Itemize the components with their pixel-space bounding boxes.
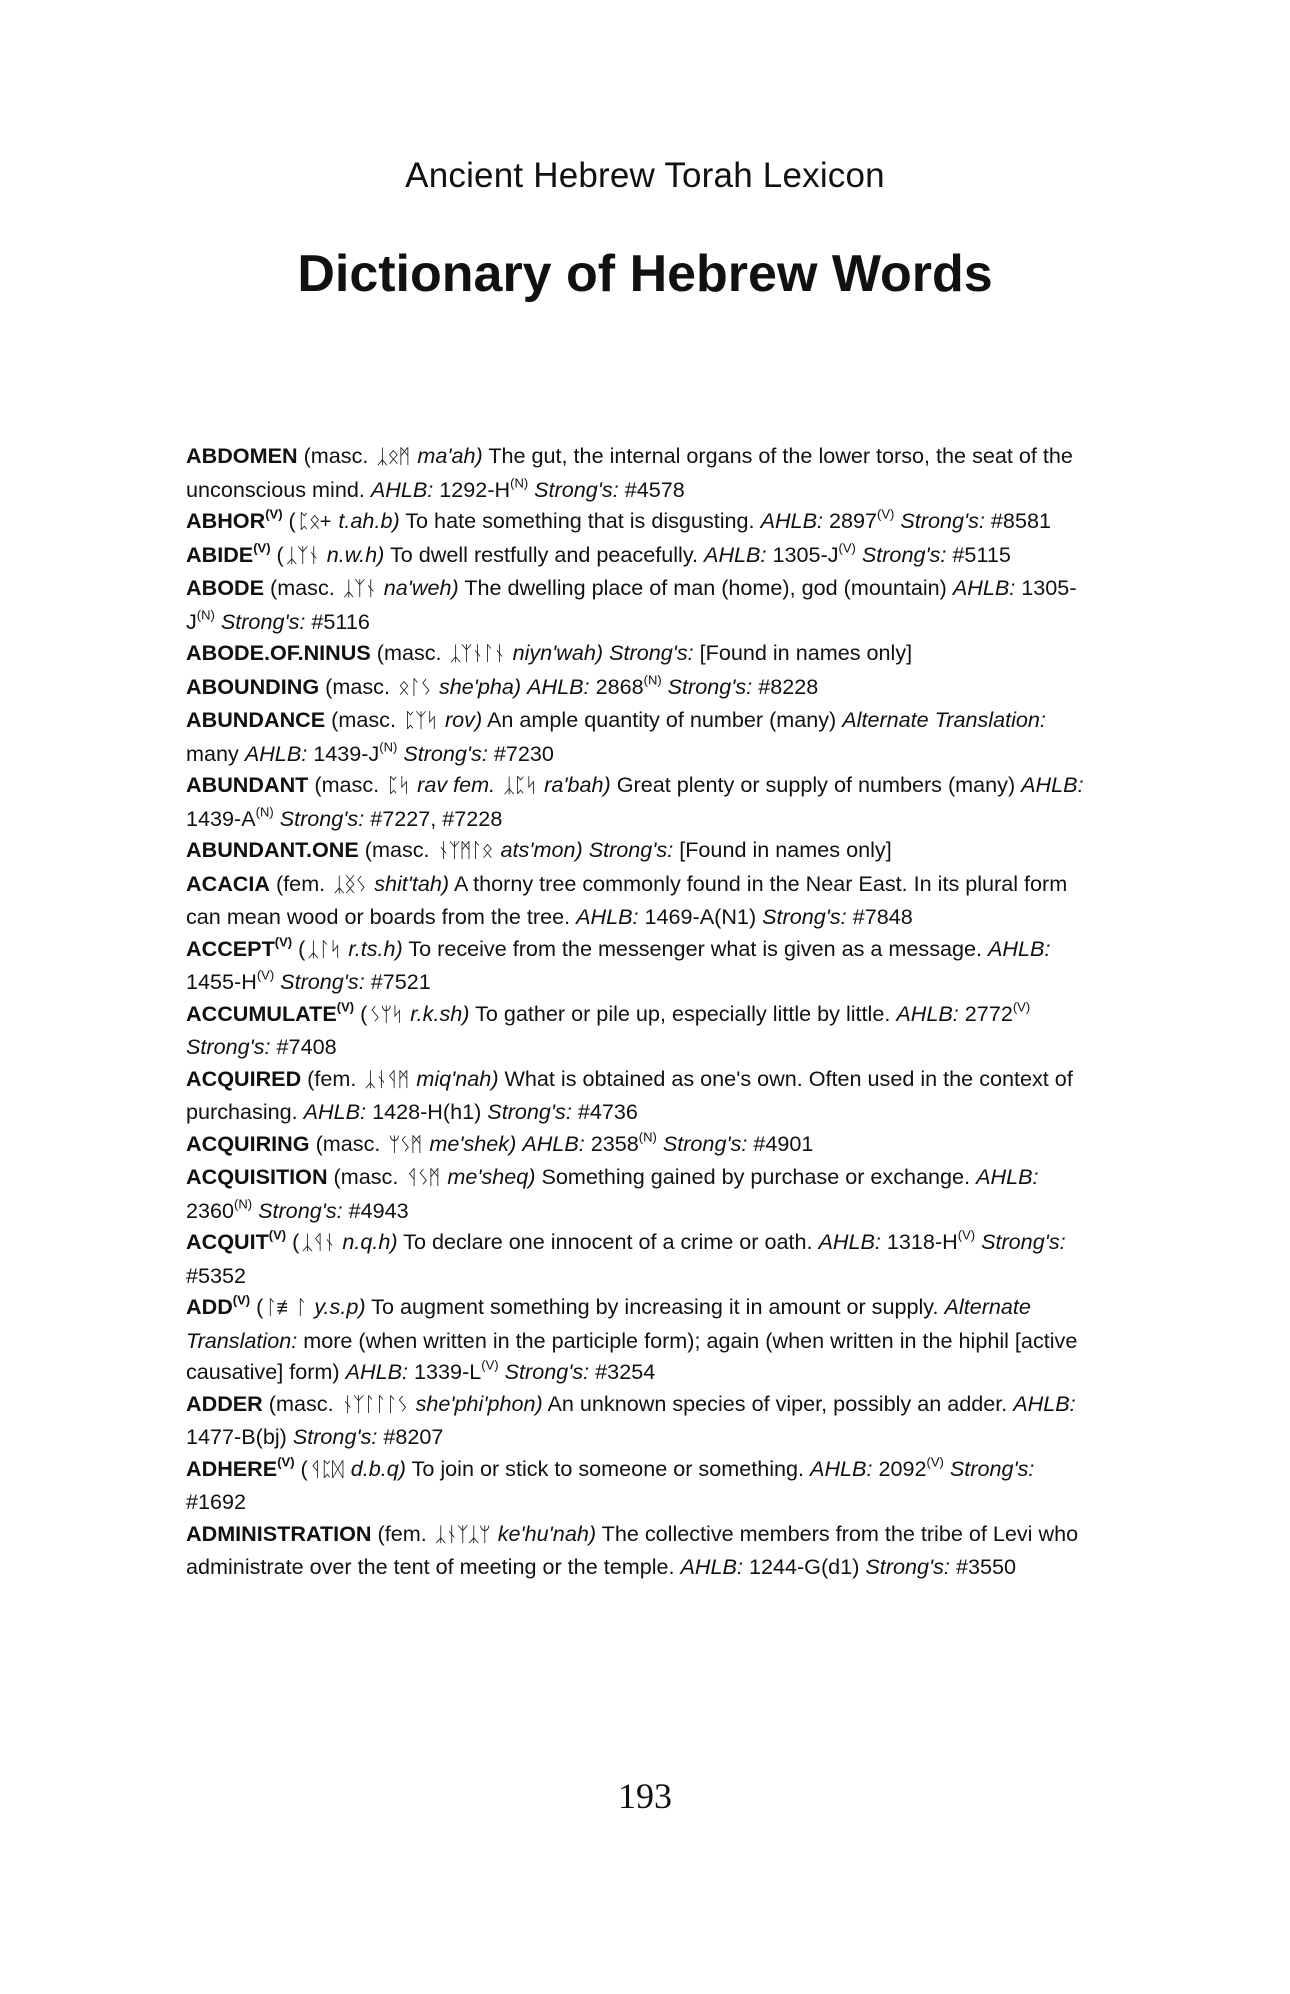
definition: What is obtained as one's own. Often used in the context of purchasing.	[186, 1065, 1073, 1124]
verb-marker: (V)	[838, 539, 856, 555]
noun-marker: (N)	[234, 1195, 253, 1211]
page-number: 193	[618, 1776, 672, 1816]
gender-label: masc.	[277, 575, 335, 600]
ahlb-label: AHLB:	[345, 1359, 409, 1384]
ancient-hebrew-glyphs: ᛣᛈᛋ	[503, 775, 537, 797]
verb-marker: (V)	[277, 1453, 295, 1469]
entry-acquit: $ACQUIT^{(V)}$ ( ᛣᛩᚾ n.q.h) To declare one innocent of a crime or oath. AHLB: $1318-H^{(V)}$ Strong's: #5352	[186, 1227, 1066, 1288]
strongs-label: Strong's:	[662, 1130, 748, 1156]
strongs-label: Strong's:	[258, 1197, 343, 1223]
entry-accept: $ACCEPT^{(V)}$ ( ᛣᛚᛋ r.ts.h) To receive from the messenger what is given as a message. AHLB: $1455-H^{(V)}$ Strong's: #7521	[186, 933, 1051, 994]
ancient-hebrew-glyphs: ᛣᛉᚾ	[342, 578, 376, 600]
definition: The gut, the internal organs of the lower torso, the seat of the unconscious mind.	[186, 443, 1073, 502]
definition: To hate something that is disgusting.	[405, 508, 755, 533]
headword: ACQUIRED	[186, 1065, 302, 1091]
strongs-label: Strong's:	[220, 608, 306, 634]
definition: An ample quantity of number (many)	[486, 707, 837, 732]
headword: ABODE	[186, 575, 264, 600]
strongs-number: [Found in names only]	[699, 640, 913, 665]
ahlb-label: AHLB:	[704, 541, 767, 567]
headword: ADDER	[186, 1390, 263, 1416]
strongs-label: Strong's:	[280, 969, 365, 994]
ahlb-number: 1318-H	[886, 1229, 958, 1254]
entry-accumulate: $ACCUMULATE^{(V)}$ ( ᛊᛘᛋ r.k.sh) To gather or pile up, especially little by little. AHLB: $2772^{(V)}$ Strong's: #7408	[186, 998, 1031, 1059]
verb-marker: (V)	[926, 1453, 944, 1469]
strongs-number: #8207	[383, 1424, 444, 1449]
ancient-hebrew-glyphs: ᛩᛊᛗ	[406, 1167, 440, 1189]
definition: The dwelling place of man (home), god (mountain)	[464, 575, 947, 600]
ahlb-label: AHLB:	[976, 1164, 1039, 1189]
entry-abounding: ABOUNDING (masc. ᛟᛚᛊ she'pha) AHLB: $2868^{(N)}$ Strong's: #8228	[186, 671, 1096, 705]
ahlb-number: 2358	[590, 1130, 639, 1156]
ahlb-label: AHLB:	[760, 508, 823, 533]
ancient-hebrew-glyphs: ᛣᛩᚾ	[301, 1232, 335, 1254]
gender-label: masc.	[321, 772, 380, 797]
entry-abundant: ABUNDANT (masc. ᛈᛋ rav fem. ᛣᛈᛋ ra'bah) Great plenty or supply of numbers (many) AHLB: $1439-A^{(N)}$ Strong's: #7227, #7228	[186, 772, 1084, 831]
entry-add: $ADD^{(V)}$ ( ᛚ≢ᛚ y.s.p) To augment something by increasing it in amount or supply. Alternate Translation: more (when written in the participle form); again (when written in the hiphil [active causative] form) AHLB: $1339-L^{(V)}$ Strong's: #3254	[186, 1292, 1078, 1384]
strongs-number: #7230	[493, 740, 554, 766]
noun-marker: (N)	[379, 738, 398, 754]
strongs-number: #4578	[624, 476, 685, 502]
ancient-hebrew-glyphs: ᛣᚾᛩᛗ	[364, 1068, 409, 1091]
strongs-number: #5116	[311, 608, 370, 634]
entry-acacia: ACACIA (fem. ᛣᛝᛊ shit'tah) A thorny tree commonly found in the Near East. In its plural form can mean wood or boards from the tree. AHLB: 1469-A(N1) Strong's: #7848	[186, 870, 1068, 929]
verb-marker: (V)	[336, 998, 355, 1014]
verb-marker: (V)	[1012, 998, 1031, 1014]
ahlb-number: 1305-J	[186, 575, 1077, 634]
definition: A thorny tree commonly found in the Near East. In its plural form can mean wood or boards from the tree.	[186, 870, 1068, 929]
gender-label: masc.	[371, 837, 430, 862]
transliteration: n.w.h)	[326, 541, 385, 567]
noun-marker: (N)	[638, 1128, 657, 1144]
strongs-number: #7848	[852, 904, 913, 929]
definition: To augment something by increasing it in amount or supply.	[371, 1294, 939, 1319]
verb-marker: (V)	[256, 967, 275, 983]
headword: ABODE.OF.NINUS	[186, 640, 371, 665]
dictionary-entries	[186, 440, 1096, 1583]
gender-label: masc.	[340, 1164, 399, 1189]
entry-abide: $ABIDE^{(V)}$ ( ᛣᛉᚾ n.w.h) To dwell restfully and peacefully. AHLB: $1305-J^{(V)}$ Strong's: #5115	[186, 539, 1096, 573]
strongs-label: Strong's:	[900, 508, 985, 533]
ahlb-label: AHLB:	[1013, 1390, 1076, 1416]
headword: ACACIA	[186, 870, 270, 896]
ahlb-label: AHLB:	[244, 740, 308, 766]
ahlb-number: 2868	[595, 673, 644, 699]
transliteration: niyn'wah)	[512, 640, 604, 665]
ancient-hebrew-glyphs: ᛣᛝᛊ	[333, 873, 367, 896]
gender-label: fem.	[453, 772, 496, 797]
transliteration: rov)	[444, 707, 483, 732]
ahlb-number: 1439-J	[313, 740, 380, 766]
ahlb-number: 1477-B(bj)	[186, 1424, 287, 1449]
entry-abode: ABODE (masc. ᛣᛉᚾ na'weh) The dwelling place of man (home), god (mountain) AHLB: $1305-J^{(N)}$ Strong's: #5116	[186, 575, 1077, 634]
definition: The collective members from the tribe of Levi who administrate over the tent of meeting or the temple.	[186, 1520, 1079, 1579]
headword: ABUNDANT	[186, 772, 309, 797]
entry-abode-of-ninus: ABODE.OF.NINUS (masc. ᛣᛉᚾᛚᚾ niyn'wah) Strong's: [Found in names only]	[186, 637, 1096, 671]
transliteration: na'weh)	[383, 575, 459, 600]
ahlb-number: 1305-J	[772, 541, 839, 567]
strongs-number: #4943	[348, 1197, 409, 1223]
entry-abdomen: ABDOMEN (masc. ᛣᛟᛗ ma'ah) The gut, the internal organs of the lower torso, the seat of the unconscious mind. AHLB: $1292-H^{(N)}$ Strong's: #4578	[186, 443, 1073, 502]
ancient-hebrew-glyphs: ᛩᛈᛞ	[309, 1458, 343, 1481]
transliteration: n.q.h)	[342, 1229, 398, 1254]
definition: An unknown species of viper, possibly an adder.	[547, 1390, 1008, 1416]
ahlb-label: AHLB:	[576, 904, 639, 929]
entry-abhor: $ABHOR^{(V)}$ ( ᛈᛟ+ t.ah.b) To hate something that is disgusting. AHLB: $2897^{(V)}$ Strong's: #8581	[186, 505, 1096, 539]
definition: To declare one innocent of a crime or oath.	[403, 1229, 813, 1254]
entry-administration: ADMINISTRATION (fem. ᛣᚾᛉᛣᛘ ke'hu'nah) The collective members from the tribe of Levi who administrate over the tent of meeting or the temple. AHLB: 1244-G(d1) Strong's: #3550	[186, 1520, 1079, 1579]
noun-marker: (N)	[196, 606, 215, 622]
headword: ABOUNDING	[186, 673, 320, 699]
ancient-hebrew-glyphs: ᚾᛉᛗᛚᛟ	[437, 840, 493, 862]
verb-marker: (V)	[274, 933, 293, 949]
headword: ADD	[186, 1294, 233, 1319]
gender-label: masc.	[383, 640, 442, 665]
ahlb-number: 1469-A(N1)	[644, 904, 757, 929]
verb-marker: (V)	[265, 506, 283, 522]
strongs-number: #4901	[753, 1130, 814, 1156]
ancient-hebrew-glyphs: ᛣᛉᚾ	[285, 544, 319, 567]
headword: ABIDE	[186, 541, 254, 567]
ahlb-label: AHLB:	[1021, 772, 1084, 797]
verb-marker: (V)	[957, 1227, 976, 1243]
ahlb-label: AHLB:	[952, 575, 1016, 600]
verb-marker: (V)	[877, 506, 895, 522]
ahlb-number: 1339-L	[414, 1359, 482, 1384]
verb-marker: (V)	[232, 1292, 251, 1308]
definition: To receive from the messenger what is given as a message.	[408, 935, 983, 961]
strongs-number: #8228	[758, 673, 819, 699]
noun-marker: (N)	[510, 474, 529, 490]
ahlb-number: 2360	[186, 1197, 235, 1223]
definition: To dwell restfully and peacefully.	[389, 541, 699, 567]
ancient-hebrew-glyphs: ᛣᚾᛉᛣᛘ	[434, 1523, 490, 1546]
transliteration: me'sheq)	[447, 1164, 536, 1189]
transliteration: y.s.p)	[314, 1294, 366, 1319]
headword: ACQUIT	[186, 1229, 269, 1254]
ahlb-label: AHLB:	[988, 935, 1051, 961]
strongs-label: Strong's:	[949, 1455, 1035, 1481]
transliteration: she'phi'phon)	[415, 1390, 543, 1416]
transliteration: me'shek)	[429, 1130, 517, 1156]
transliteration: d.b.q)	[350, 1455, 406, 1481]
transliteration: ats'mon)	[500, 837, 583, 862]
strongs-number: #7227, #7228	[370, 805, 503, 831]
strongs-number: #7408	[276, 1034, 337, 1059]
entry-abundance: ABUNDANCE (masc. ᛈᛉᛋ rov) An ample quantity of number (many) Alternate Translation: many AHLB: $1439-J^{(N)}$ Strong's: #7230	[186, 707, 1046, 766]
strongs-number: #7521	[370, 969, 431, 994]
page-title: Dictionary of Hebrew Words	[297, 245, 993, 303]
headword: ABDOMEN	[186, 443, 298, 468]
ancient-hebrew-glyphs: ᛈᛉᛋ	[403, 710, 437, 732]
gender-label: masc.	[322, 1130, 381, 1156]
entry-acquiring: ACQUIRING (masc. ᛘᛊᛗ me'shek) AHLB: $2358^{(N)}$ Strong's: #4901	[186, 1128, 1096, 1162]
gender-label: fem.	[314, 1065, 357, 1091]
headword: ACCEPT	[186, 935, 275, 961]
entry-adhere: $ADHERE^{(V)}$ ( ᛩᛈᛞ d.b.q) To join or stick to someone or something. AHLB: $2092^{(V)}$ Strong's: #1692	[186, 1453, 1035, 1514]
ahlb-number: 1244-G(d1)	[748, 1554, 860, 1579]
strongs-number: #3550	[955, 1554, 1016, 1579]
entry-acquisition: ACQUISITION (masc. ᛩᛊᛗ me'sheq) Something gained by purchase or exchange. AHLB: $2360^{(N)}$ Strong's: #4943	[186, 1164, 1039, 1223]
entry-adder: ADDER (masc. ᚾᛉᛚᛚᛚᛊ she'phi'phon) An unknown species of viper, possibly an adder. AHLB: 1477-B(bj) Strong's: #8207	[186, 1390, 1076, 1449]
strongs-number: [Found in names only]	[679, 837, 892, 862]
definition: To gather or pile up, especially little by little.	[475, 1000, 891, 1026]
headword: ABUNDANT.ONE	[186, 837, 359, 862]
transliteration: rav	[417, 772, 448, 797]
running-header: Ancient Hebrew Torah Lexicon	[405, 156, 885, 195]
headword: ACQUISITION	[186, 1164, 328, 1189]
ahlb-label: AHLB:	[370, 476, 434, 502]
gender-label: masc.	[275, 1390, 334, 1416]
ahlb-number: 1428-H(h1)	[372, 1099, 482, 1124]
alternate-translation-label: Alternate Translation:	[842, 707, 1046, 732]
transliteration: she'pha)	[438, 673, 522, 699]
strongs-label: Strong's:	[504, 1359, 590, 1384]
strongs-label: Strong's:	[609, 640, 694, 665]
headword: ABHOR	[186, 508, 266, 533]
verb-marker: (V)	[481, 1357, 499, 1373]
strongs-label: Strong's:	[292, 1424, 378, 1449]
alternate-translation: more (when written in the participle form); again (when written in the hiphil [active causative] form)	[186, 1327, 1078, 1384]
ancient-hebrew-glyphs: ᛣᛟᛗ	[376, 446, 410, 468]
headword: ADHERE	[186, 1455, 278, 1481]
gender-label: masc.	[332, 673, 390, 699]
headword: ABUNDANCE	[186, 707, 326, 732]
ahlb-number: 1292-H	[439, 476, 511, 502]
ahlb-label: AHLB:	[527, 673, 590, 699]
ancient-hebrew-glyphs: ᚾᛉᛚᛚᛚᛊ	[341, 1393, 408, 1416]
gender-label: masc.	[310, 443, 369, 468]
strongs-label: Strong's:	[762, 904, 847, 929]
ancient-hebrew-glyphs: ᛈᛋ	[387, 775, 410, 797]
ahlb-number: 2092	[878, 1455, 927, 1481]
transliteration: r.ts.h)	[348, 935, 403, 961]
ancient-hebrew-glyphs: ᛘᛊᛗ	[388, 1133, 422, 1156]
noun-marker: (N)	[643, 671, 662, 687]
strongs-label: Strong's:	[186, 1034, 271, 1059]
transliteration: ke'hu'nah)	[497, 1520, 597, 1546]
ahlb-number: 1455-H	[186, 969, 257, 994]
verb-marker: (V)	[268, 1227, 287, 1243]
gender-label: fem.	[384, 1520, 427, 1546]
ahlb-number: 2772	[964, 1000, 1013, 1026]
definition: To join or stick to someone or something.	[411, 1455, 805, 1481]
entry-acquired: ACQUIRED (fem. ᛣᚾᛩᛗ miq'nah) What is obtained as one's own. Often used in the context of purchasing. AHLB: 1428-H(h1) Strong's: #4736	[186, 1065, 1073, 1124]
gender-label: masc.	[338, 707, 396, 732]
transliteration: ra'bah)	[544, 772, 611, 797]
ahlb-label: AHLB:	[303, 1099, 367, 1124]
ahlb-label: AHLB:	[810, 1455, 873, 1481]
noun-marker: (N)	[255, 803, 274, 819]
definition: Great plenty or supply of numbers (many)	[616, 772, 1016, 797]
transliteration: r.k.sh)	[410, 1000, 470, 1026]
ancient-hebrew-glyphs: ᛣᛉᚾᛚᚾ	[449, 643, 505, 665]
transliteration: shit'tah)	[374, 870, 450, 896]
entry-abundant-one: ABUNDANT.ONE (masc. ᚾᛉᛗᛚᛟ ats'mon) Strong's: [Found in names only]	[186, 834, 1096, 868]
ahlb-label: AHLB:	[896, 1000, 959, 1026]
ancient-hebrew-glyphs: ᛚ≢ᛚ	[265, 1297, 307, 1319]
ahlb-number: 2897	[828, 508, 878, 533]
strongs-label: Strong's:	[279, 805, 365, 831]
strongs-number: #5352	[186, 1262, 247, 1288]
definition: Something gained by purchase or exchange.	[541, 1164, 971, 1189]
strongs-number: #4736	[577, 1099, 638, 1124]
strongs-label: Strong's:	[865, 1554, 950, 1579]
ancient-hebrew-glyphs: ᛟᛚᛊ	[397, 676, 431, 699]
ahlb-label: AHLB:	[680, 1554, 743, 1579]
strongs-label: Strong's:	[861, 541, 947, 567]
ahlb-label: AHLB:	[818, 1229, 881, 1254]
ancient-hebrew-glyphs: ᛊᛘᛋ	[369, 1003, 403, 1026]
ancient-hebrew-glyphs: ᛣᛚᛋ	[307, 938, 341, 961]
headword: ADMINISTRATION	[186, 1520, 372, 1546]
ancient-hebrew-glyphs: ᛈᛟ+	[297, 511, 331, 533]
strongs-label: Strong's:	[667, 673, 753, 699]
alternate-translation-label: Alternate Translation:	[186, 1294, 1031, 1353]
verb-marker: (V)	[253, 539, 271, 555]
strongs-label: Strong's:	[487, 1099, 572, 1124]
gender-label: fem.	[283, 870, 326, 896]
strongs-number: #3254	[595, 1359, 656, 1384]
strongs-label: Strong's:	[588, 837, 674, 862]
transliteration: miq'nah)	[416, 1065, 499, 1091]
alternate-translation: many	[186, 740, 239, 766]
strongs-number: #1692	[186, 1489, 247, 1514]
headword: ACCUMULATE	[186, 1000, 337, 1026]
ahlb-label: AHLB:	[522, 1130, 585, 1156]
strongs-number: #5115	[952, 541, 1011, 567]
strongs-label: Strong's:	[403, 740, 488, 766]
strongs-label: Strong's:	[981, 1229, 1066, 1254]
transliteration: t.ah.b)	[338, 508, 400, 533]
strongs-number: #8581	[990, 508, 1051, 533]
ahlb-number: 1439-A	[186, 805, 256, 831]
strongs-label: Strong's:	[534, 476, 619, 502]
headword: ACQUIRING	[186, 1130, 310, 1156]
transliteration: ma'ah)	[417, 443, 483, 468]
